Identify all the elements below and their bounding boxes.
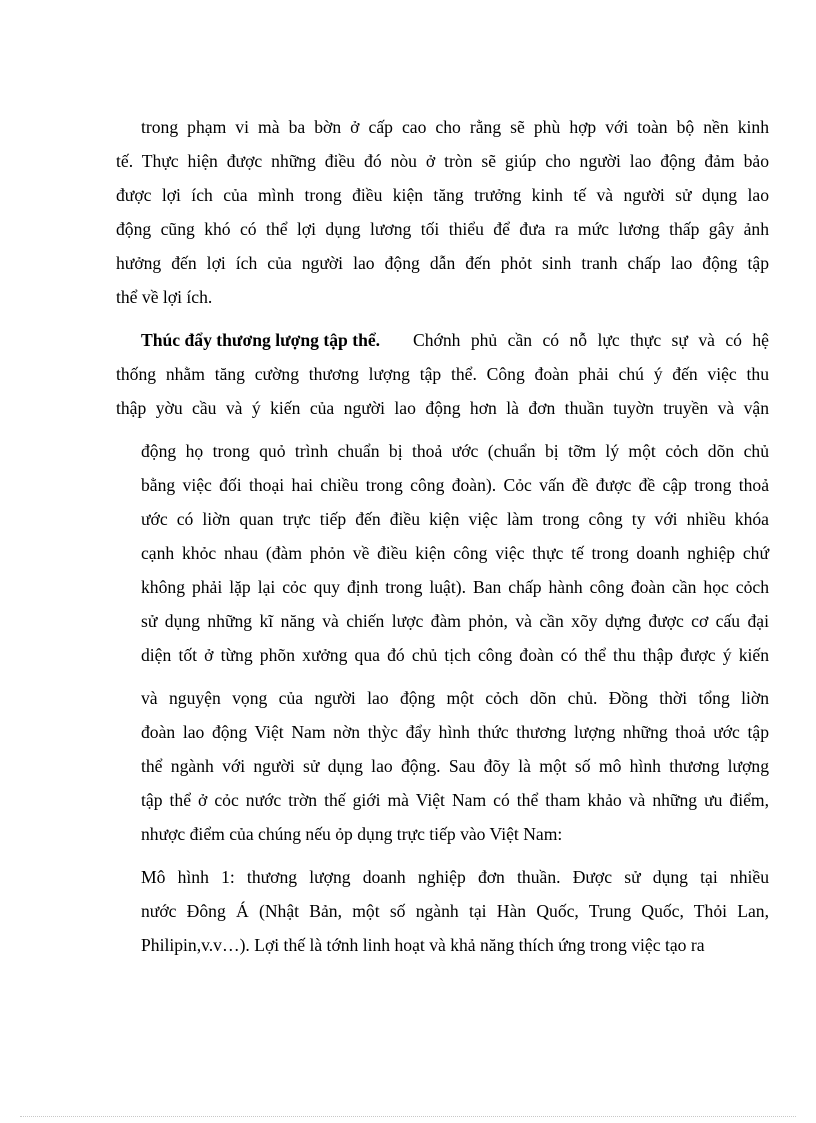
- paragraph1-line-2: tế. Thực hiện được những điều đó nòu ở tròn sẽ giúp cho người lao động đảm bảo: [116, 151, 769, 171]
- paragraph2-line-7: cạnh khỏc nhau (đàm phỏn về điều kiện công việc thực tế trong doanh nghiệp chứ: [141, 543, 769, 563]
- paragraph1-line-6: thể về lợi ích.: [116, 287, 213, 307]
- paragraph2-line-6: ước có liờn quan trực tiếp đến điều kiện việc làm trong công ty với nhiều khóa: [141, 509, 769, 529]
- paragraph2-heading: Thúc đẩy thương lượng tập thể.: [141, 330, 381, 350]
- paragraph3-line-1: Mô hình 1: thương lượng doanh nghiệp đơn thuần. Được sử dụng tại nhiều: [141, 867, 769, 887]
- paragraph2-line-12: đoàn lao động Việt Nam nờn thỳc đẩy hình thức thương lượng những thoả ước tập: [141, 722, 769, 742]
- paragraph2-line-8: không phải lặp lại cỏc quy định trong luật). Ban chấp hành công đoàn cần học cỏch: [141, 577, 769, 597]
- paragraph1-line-3: được lợi ích của mình trong điều kiện tăng trưởng kinh tế và người sử dụng lao: [116, 185, 769, 205]
- paragraph3-line-2: nước Đông Á (Nhật Bản, một số ngành tại Hàn Quốc, Trung Quốc, Thỏi Lan,: [141, 901, 769, 921]
- paragraph2-line-15: nhược điểm của chúng nếu ỏp dụng trực tiếp vào Việt Nam:: [141, 824, 563, 844]
- paragraph2-line-2: thống nhằm tăng cường thương lượng tập thể. Công đoàn phải chú ý đến việc thu: [116, 364, 769, 384]
- paragraph3-line-3: Philipin,v.v…). Lợi thế là tớnh linh hoạt và khả năng thích ứng trong việc tạo ra: [141, 935, 705, 955]
- paragraph2-line-14: tập thể ở cỏc nước trờn thế giới mà Việt Nam có thể tham khảo và những ưu điểm,: [141, 790, 769, 810]
- paragraph2-line-4: động họ trong quỏ trình chuẩn bị thoả ước (chuẩn bị tỡm lý một cỏch dõn chủ: [141, 441, 769, 461]
- paragraph2-line-1-rest: Chớnh phủ cần có nỗ lực thực sự và có hệ: [413, 330, 769, 350]
- paragraph2-line-11: và nguyện vọng của người lao động một cỏch dõn chủ. Đồng thời tổng liờn: [141, 688, 769, 708]
- paragraph1-line-5: hưởng đến lợi ích của người lao động dẫn đến phỏt sinh tranh chấp lao động tập: [116, 253, 769, 273]
- paragraph2-line-13: thể ngành với người sử dụng lao động. Sau đõy là một số mô hình thương lượng: [141, 756, 769, 776]
- paragraph1-line-4: động cũng khó có thể lợi dụng lương tối thiểu để đưa ra mức lương thấp gây ảnh: [116, 219, 769, 239]
- paragraph2-line-5: bằng việc đối thoại hai chiều trong công đoàn). Cỏc vấn đề được đề cập trong thoả: [141, 475, 769, 495]
- page-footer-divider: [20, 1116, 796, 1117]
- paragraph2-line-10: diện tốt ở từng phõn xưởng qua đó chủ tịch công đoàn có thể thu thập được ý kiến: [141, 645, 769, 665]
- paragraph1-line-1: trong phạm vi mà ba bờn ở cấp cao cho rằng sẽ phù hợp với toàn bộ nền kinh: [141, 117, 769, 137]
- paragraph2-line-3: thập yờu cầu và ý kiến của người lao động hơn là đơn thuần tuyờn truyền và vận: [116, 398, 769, 418]
- paragraph2-line-9: sử dụng những kĩ năng và chiến lược đàm phỏn, và cần xõy dựng được cơ cấu đại: [141, 611, 769, 631]
